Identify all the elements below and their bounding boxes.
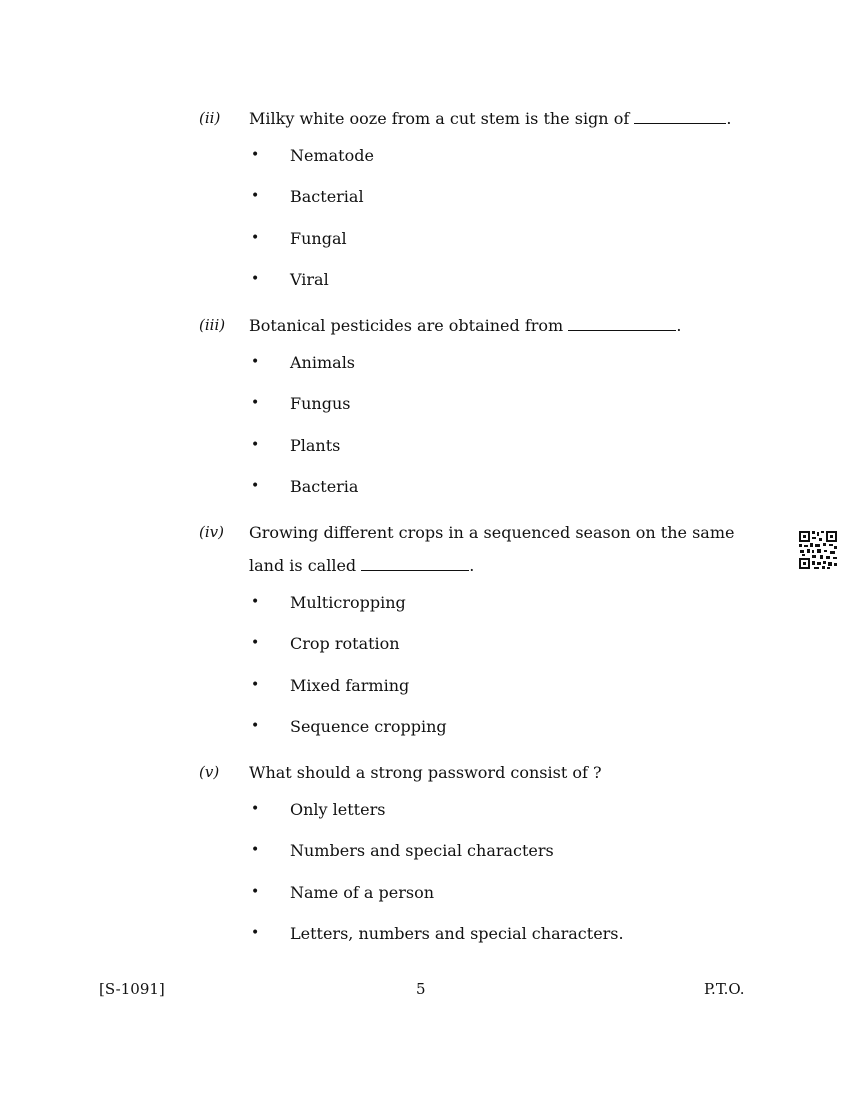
bullet-icon: •: [251, 270, 260, 287]
option-item: [199, 872, 759, 913]
bullet-icon: •: [251, 842, 260, 859]
option-label: Plants: [290, 435, 341, 455]
option-item: [199, 259, 759, 300]
question-stem: [199, 102, 759, 135]
option-label: Letters, numbers and special characters.: [290, 923, 624, 943]
question-text: [249, 102, 759, 135]
option-item: [199, 425, 759, 466]
bullet-icon: •: [251, 188, 260, 205]
question-stem: [199, 309, 759, 342]
bullet-icon: •: [251, 924, 260, 941]
option-item: [199, 218, 759, 259]
answer-blank: [634, 109, 726, 124]
option-label: Viral: [290, 269, 329, 289]
question-number: (iv): [199, 523, 224, 541]
bullet-icon: •: [251, 477, 260, 494]
question-text-part: Botanical pesticides are obtained from: [249, 316, 564, 335]
option-item: [199, 789, 759, 830]
question-iii: [199, 309, 759, 507]
option-item: [199, 623, 759, 664]
bullet-icon: •: [251, 801, 260, 817]
option-label: Sequence cropping: [290, 716, 447, 736]
qr-code-icon: [798, 530, 838, 570]
options-list: [199, 342, 759, 507]
question-text-end: .: [726, 109, 732, 128]
footer-code: [S-1091]: [99, 980, 165, 998]
bullet-icon: •: [251, 354, 260, 370]
options-list: [199, 582, 759, 747]
option-item: [199, 665, 759, 706]
question-text: [249, 756, 759, 789]
option-item: [199, 383, 759, 424]
option-label: Bacteria: [290, 476, 359, 496]
question-stem: [199, 756, 759, 789]
option-label: Crop rotation: [290, 634, 400, 654]
page-number: 5: [416, 980, 426, 998]
bullet-icon: •: [251, 436, 260, 453]
option-item: [199, 466, 759, 507]
question-text-part: Growing different crops in a sequenced season on the same land is called: [249, 523, 735, 575]
question-text-end: .: [469, 556, 475, 575]
option-label: Name of a person: [290, 882, 435, 902]
option-item: [199, 342, 759, 383]
question-text: [249, 309, 759, 342]
option-item: [199, 135, 759, 176]
question-ii: [199, 102, 759, 300]
question-v: [199, 756, 759, 954]
question-number: (v): [199, 763, 220, 781]
option-label: Mixed farming: [290, 675, 410, 695]
options-list: [199, 135, 759, 300]
option-label: Nematode: [290, 146, 374, 165]
option-label: Bacterial: [290, 187, 364, 207]
bullet-icon: •: [251, 147, 260, 163]
bullet-icon: •: [251, 883, 260, 900]
bullet-icon: •: [251, 635, 260, 652]
question-text-part: What should a strong password consist of ?: [249, 763, 602, 782]
options-list: [199, 789, 759, 954]
option-label: Only letters: [290, 800, 386, 819]
question-text: [249, 516, 754, 582]
question-number: (ii): [199, 109, 221, 127]
option-item: [199, 176, 759, 217]
option-label: Fungus: [290, 394, 351, 414]
pto-label: P.T.O.: [704, 980, 745, 998]
option-label: Fungal: [290, 228, 347, 248]
question-number: (iii): [199, 316, 226, 334]
bullet-icon: •: [251, 676, 260, 693]
bullet-icon: •: [251, 229, 260, 246]
option-item: [199, 913, 759, 954]
bullet-icon: •: [251, 395, 260, 412]
bullet-icon: •: [251, 717, 260, 734]
option-label: Animals: [290, 353, 356, 372]
answer-blank: [568, 316, 676, 331]
option-label: Multicropping: [290, 593, 406, 612]
answer-blank: [361, 556, 469, 571]
option-label: Numbers and special characters: [290, 841, 554, 861]
bullet-icon: •: [251, 594, 260, 610]
option-item: [199, 706, 759, 747]
option-item: [199, 582, 759, 623]
option-item: [199, 830, 759, 871]
question-text-end: .: [676, 316, 682, 335]
question-stem: [199, 516, 759, 582]
question-text-part: Milky white ooze from a cut stem is the sign of: [249, 109, 630, 128]
question-iv: [199, 516, 759, 747]
